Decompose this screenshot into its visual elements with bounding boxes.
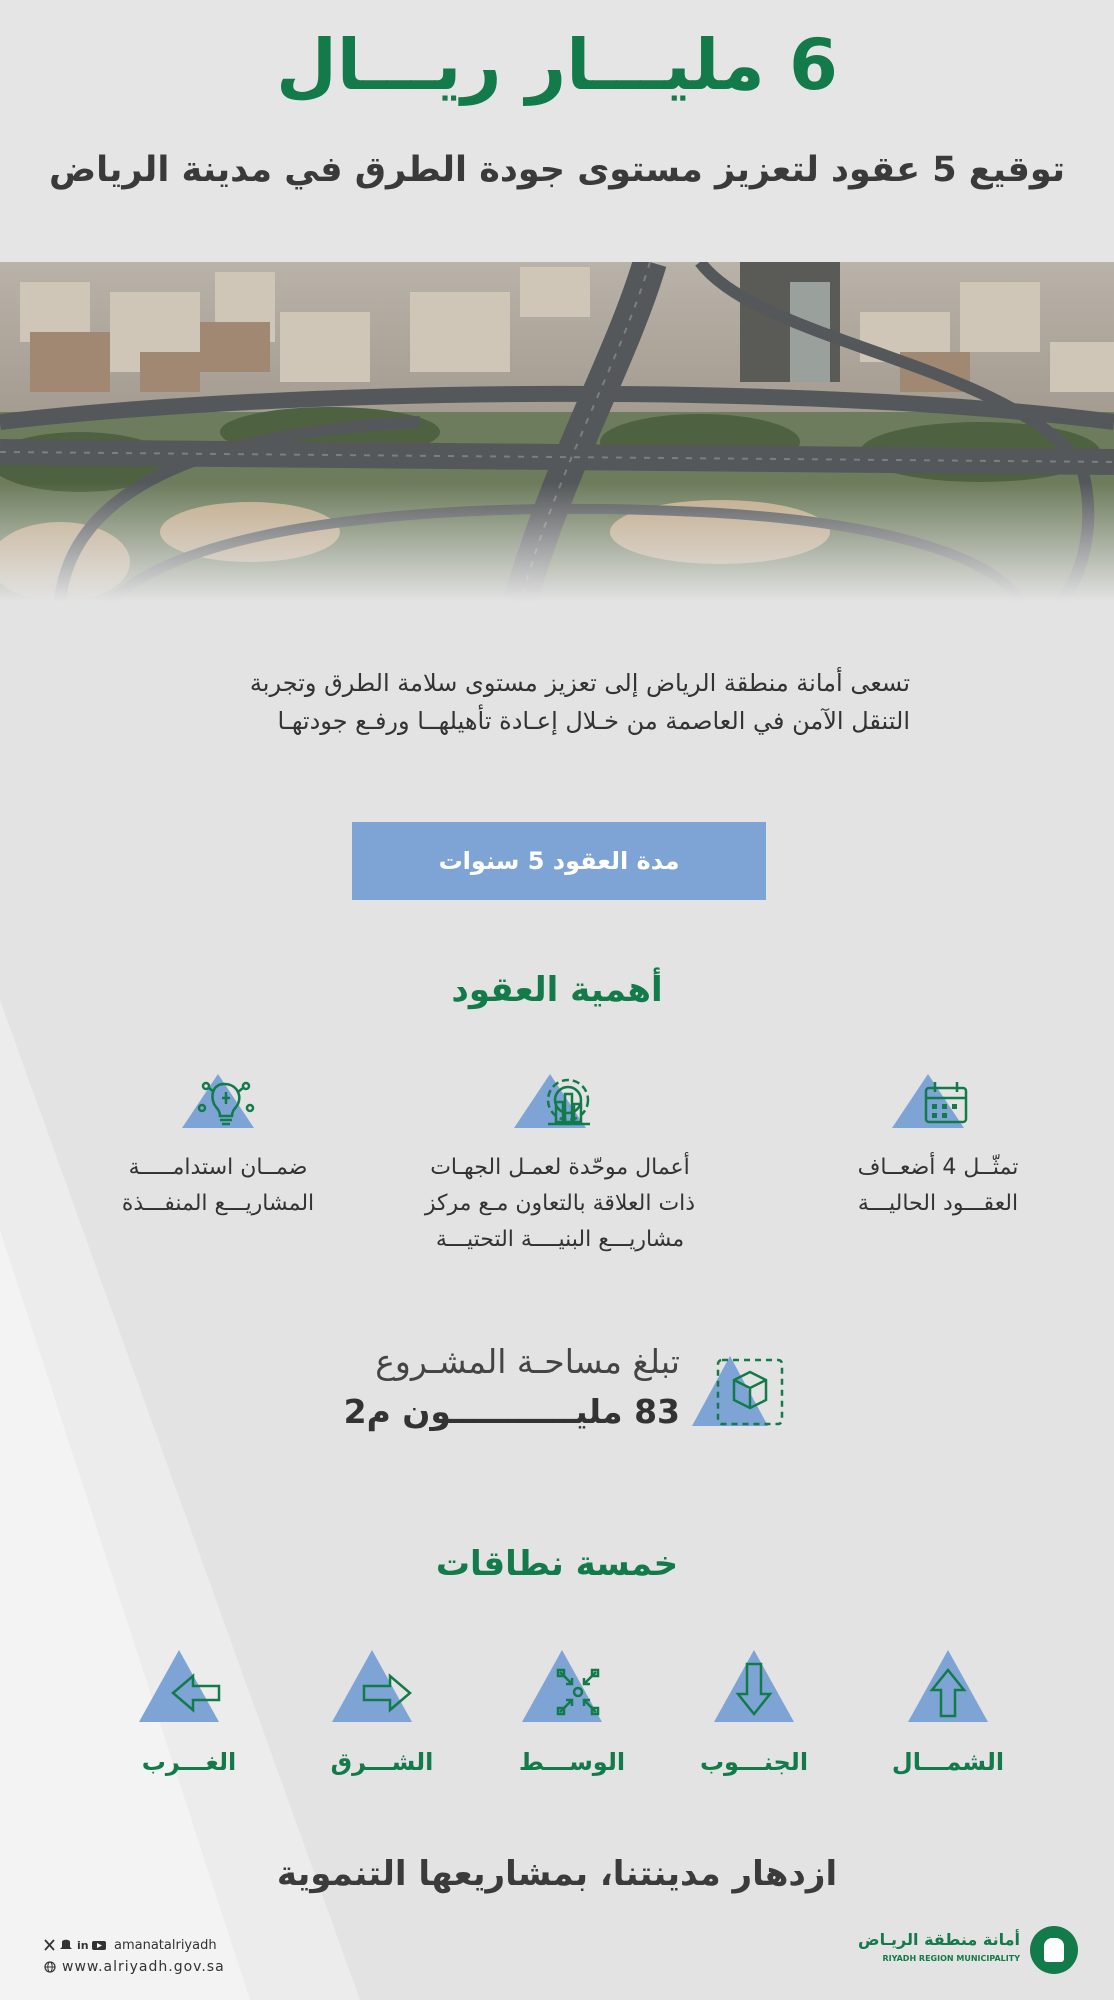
project-area-value: 83 مليـــــــــــون م2 [343, 1392, 680, 1431]
arrow-left-icon [139, 1648, 239, 1728]
calendar-icon [878, 1070, 998, 1140]
social-handle-row[interactable] [44, 1934, 225, 1956]
arrow-right-icon [332, 1648, 432, 1728]
importance-item-3-line-2: المشاريـــع المنفـــذة [121, 1191, 315, 1216]
importance-item-2-line-2: ذات العلاقة بالتعاون مـع مركز [424, 1191, 696, 1216]
project-area-block [330, 1330, 800, 1450]
website-row[interactable] [44, 1956, 225, 1978]
social-links [44, 1934, 225, 1978]
logo-english-name: RIYADH REGION MUNICIPALITY [882, 1954, 1020, 1963]
aerial-interchange-photo [0, 262, 1114, 602]
importance-item-unified-works [400, 1070, 720, 1258]
municipality-seal-icon [1030, 1926, 1078, 1974]
region-south-label: الجنـــوب [699, 1748, 809, 1776]
intro-paragraph [180, 664, 910, 740]
region-center-label: الوســـط [518, 1748, 626, 1776]
municipality-logo [818, 1926, 1078, 1978]
website-link[interactable]: www.alriyadh.gov.sa [62, 1959, 225, 1975]
banner-label: مدة العقود 5 سنوات [438, 847, 680, 875]
regions-heading: خمسة نطاقات [435, 1544, 679, 1584]
region-east [307, 1648, 457, 1776]
globe-icon [44, 1961, 56, 1973]
importance-item-1-line-2: العقـــود الحاليـــة [857, 1191, 1019, 1216]
region-west [114, 1648, 264, 1776]
arrow-down-icon [704, 1648, 804, 1728]
lightbulb-icon [158, 1070, 278, 1140]
intro-line-2: التنقل الآمن في العاصمة من خـلال إعـادة تأهيلهــا ورفـع جودتهـا [277, 707, 910, 735]
logo-arabic-name: أمانة منطقة الريـاض [858, 1930, 1020, 1949]
importance-heading: أهمية العقود [451, 970, 663, 1010]
importance-item-3-line-1: ضمــان استدامـــــة [128, 1155, 308, 1180]
arrow-up-icon [898, 1648, 998, 1728]
importance-item-multiples [778, 1070, 1098, 1222]
subtitle: توقيع 5 عقود لتعزيز مستوى جودة الطرق في مدينة الرياض [49, 150, 1065, 190]
intro-line-1: تسعى أمانة منطقة الرياض إلى تعزيز مستوى سلامة الطرق وتجربة [249, 669, 910, 697]
main-title: 6 مليـــار ريـــال [276, 24, 838, 106]
region-north-label: الشمـــال [891, 1748, 1005, 1776]
region-east-label: الشـــرق [330, 1748, 434, 1776]
project-area-label: تبلغ مساحـة المشـروع [375, 1342, 680, 1381]
importance-item-2-line-1: أعمال موحّدة لعمـل الجهـات [430, 1155, 690, 1180]
svg-text:in: in [77, 1939, 89, 1951]
importance-item-2-line-3: مشاريـــع البنيــــة التحتيـــة [435, 1227, 685, 1252]
social-icons [44, 1939, 108, 1951]
gear-city-icon [500, 1070, 620, 1140]
arrows-center-icon [522, 1648, 622, 1728]
region-center [497, 1648, 647, 1776]
region-north [873, 1648, 1023, 1776]
importance-item-sustainability [58, 1070, 378, 1222]
slogan: ازدهار مدينتنا، بمشاريعها التنموية [276, 1854, 838, 1894]
cube-area-icon [690, 1344, 800, 1444]
contract-duration-banner [352, 822, 766, 900]
region-south [679, 1648, 829, 1776]
region-west-label: الغـــرب [141, 1748, 237, 1776]
importance-item-1-line-1: تمثّــل 4 أضعــاف [857, 1155, 1019, 1180]
social-handle: amanatalriyadh [114, 1937, 217, 1953]
